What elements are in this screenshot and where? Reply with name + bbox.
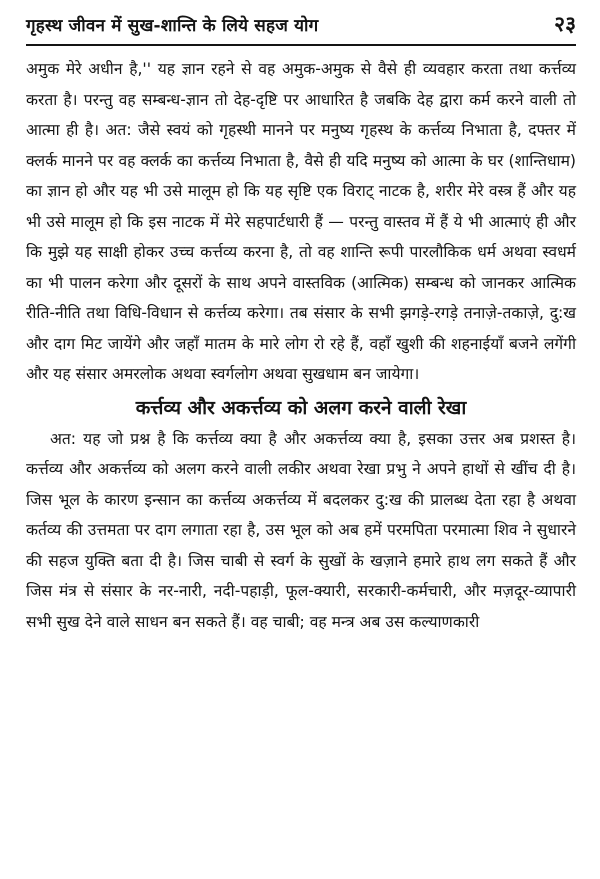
page-number: २३: [554, 12, 576, 36]
header-rule: [26, 44, 576, 46]
section-paragraph: अत: यह जो प्रश्न है कि कर्त्तव्य क्या है और अकर्त्तव्य क्या है, इसका उत्तर अब प्रशस्त है। कर्त्तव्य और अकर्त्तव्य को अलग करने वाली लकीर अथवा रेखा प्रभु ने अपने हाथों से खींच दी है। जिस भूल के कारण इन्सान का कर्त्तव्य अकर्त्तव्य में बदलकर दु:ख की प्रालब्ध देता रहा है अथवा कर्तव्य की उत्तमता पर दाग लगाता रहा है, उस भूल को अब हमें परमपिता परमात्मा शिव ने सुधारने की सहज युक्ति बता दी है। जिस चाबी से स्वर्ग के सुखों के खज़ाने हमारे हाथ लग सकते हैं और जिस मंत्र से संसार के नर-नारी, नदी-पहाड़ी, फूल-क्यारी, सरकारी-कर्मचारी, और मज़दूर-व्यापारी सभी सुख देने वाले साधन बन सकते हैं। वह चाबी; वह मन्त्र अब उस कल्याणकारी: [26, 429, 576, 631]
section-heading: कर्त्तव्य और अकर्त्तव्य को अलग करने वाली रेखा: [135, 396, 467, 419]
body-paragraph: अमुक मेरे अधीन है,'' यह ज्ञान रहने से वह अमुक-अमुक से वैसे ही व्यवहार करता तथा कर्त्तव्य करता है। परन्तु वह सम्बन्ध-ज्ञान तो देह-दृष्टि पर आधारित है जबकि देह द्वारा कर्म करने वाली तो आत्मा ही है। अत: जैसे स्वयं को गृहस्थी मानने पर मनुष्य गृहस्थ के कर्त्तव्य निभाता है, दफ्तर में क्लर्क मानने पर वह क्लर्क का कर्त्तव्य निभाता है, वैसे ही यदि मनुष्य को आत्मा के घर (शान्तिधाम) का ज्ञान हो और यह भी उसे मालूम हो कि यह सृष्टि एक विराट् नाटक है, शरीर मेरे वस्त्र हैं और यह भी उसे मालूम हो कि इस नाटक में मेरे सहपार्टधारी हैं — परन्तु वास्तव में हैं ये भी आत्माएं ही और कि मुझे यह साक्षी होकर उच्च कर्त्तव्य करना है, तो वह शान्ति रूपी पारलौकिक धर्म अथवा स्वधर्म का भी पालन करेगा और दूसरों के साथ अपने वास्तविक (आत्मिक) सम्बन्ध को जानकर आत्मिक रीति-नीति तथा विधि-विधान से कर्त्तव्य करेगा। तब संसार के सभी झगड़े-रगड़े तनाज़े-तकाज़े, दु:ख और दाग मिट जायेंगे और जहाँ मातम के मारे लोग रो रहे हैं, वहाँ खुशी की शहनाईयाँ बजने लगेंगी और यह संसार अमरलोक अथवा स्वर्गलोग अथवा सुखधाम बन जायेगा।: [26, 60, 576, 383]
running-title: गृहस्थ जीवन में सुख-शान्ति के लिये सहज योग: [26, 16, 319, 36]
running-header: [26, 10, 576, 44]
